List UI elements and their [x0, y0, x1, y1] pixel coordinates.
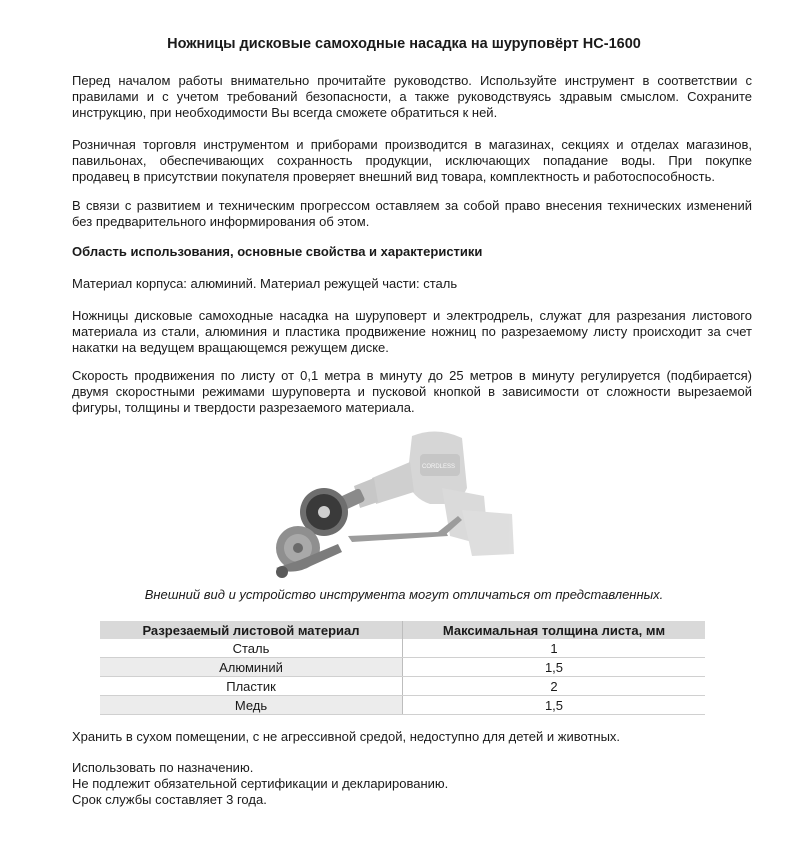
speed-paragraph	[72, 368, 752, 416]
product-illustration	[262, 418, 522, 590]
paragraph-line: правилами и с учетом требований безопасности, а также руководствуясь здравым смыслом. Сохраните	[72, 89, 752, 104]
table-cell-thickness: 1,5	[403, 658, 706, 677]
section-heading: Область использования, основные свойства и характеристики	[72, 244, 483, 259]
table-row	[100, 639, 705, 658]
footer-notes	[72, 760, 752, 808]
table-cell-material: Сталь	[100, 639, 403, 658]
intro-paragraph-3	[72, 198, 752, 230]
table-row	[100, 677, 705, 696]
table-header-row	[100, 621, 705, 639]
document-title: Ножницы дисковые самоходные насадка на шуруповёрт НС-1600	[167, 36, 641, 52]
paragraph-line: павильонах, обеспечивающих сохранность продукции, исключающих попадание воды. При покупке	[72, 153, 752, 168]
table-cell-material: Медь	[100, 696, 403, 715]
footer-line: Использовать по назначению.	[72, 760, 254, 775]
paragraph-line: продавец в присутствии покупателя проверяет внешний вид товара, комплектность и работоспособность.	[72, 169, 715, 184]
intro-paragraph-1	[72, 73, 752, 121]
table-cell-material: Пластик	[100, 677, 403, 696]
guide-rod	[348, 528, 448, 542]
paragraph-line: материала из стали, алюминия и пластика продвижение ножниц по разрезаемому листу происходит за счет	[72, 324, 752, 339]
intro-paragraph-2	[72, 137, 752, 185]
table-header-material: Разрезаемый листовой материал	[100, 621, 403, 639]
footer-line: Срок службы составляет 3 года.	[72, 792, 267, 807]
thickness-table	[100, 621, 705, 715]
table-header-thickness: Максимальная толщина листа, мм	[403, 621, 706, 639]
footer-line: Не подлежит обязательной сертификации и декларированию.	[72, 776, 449, 791]
table-row	[100, 658, 705, 677]
table-cell-thickness: 2	[403, 677, 706, 696]
arm-bolt	[276, 566, 288, 578]
figure-caption: Внешний вид и устройство инструмента могут отличаться от представленных.	[144, 587, 664, 602]
paragraph-line: двумя скоростными режимами шуруповерта и пусковой кнопкой в зависимости от сложности вырезаемой	[72, 384, 752, 399]
paragraph-line: В связи с развитием и техническим прогрессом оставляем за собой право внесения технических изменений	[72, 198, 752, 213]
paragraph-line: Скорость продвижения по листу от 0,1 метра в минуту до 25 метров в минуту регулируется (подбирается)	[72, 368, 752, 383]
storage-note: Хранить в сухом помещении, с не агрессивной средой, недоступно для детей и животных.	[72, 729, 621, 744]
paragraph-line: инструкцию, при необходимости Вы всегда сможете обратиться к ней.	[72, 105, 498, 120]
drill-brand-label: CORDLESS	[422, 464, 456, 470]
paragraph-line: Розничная торговля инструментом и приборами производится в магазинах, секциях и отделах магазинов,	[72, 137, 752, 152]
paragraph-line: Ножницы дисковые самоходные насадка на шуруповерт и электродрель, служат для разрезания листового	[72, 308, 752, 323]
paragraph-line: фигуры, толщины и твердости разрезаемого материала.	[72, 400, 415, 415]
paragraph-line: без предварительного информирования об этом.	[72, 214, 370, 229]
table-cell-thickness: 1,5	[403, 696, 706, 715]
table-cell-thickness: 1	[403, 639, 706, 658]
paragraph-line: Перед началом работы внимательно прочитайте руководство. Используйте инструмент в соответствии с	[72, 73, 752, 88]
use-paragraph	[72, 308, 752, 356]
table-row	[100, 696, 705, 715]
paragraph-line: накатки на ведущем вращающемся режущем диске.	[72, 340, 389, 355]
table-cell-material: Алюминий	[100, 658, 403, 677]
material-line: Материал корпуса: алюминий. Материал режущей части: сталь	[72, 276, 458, 291]
